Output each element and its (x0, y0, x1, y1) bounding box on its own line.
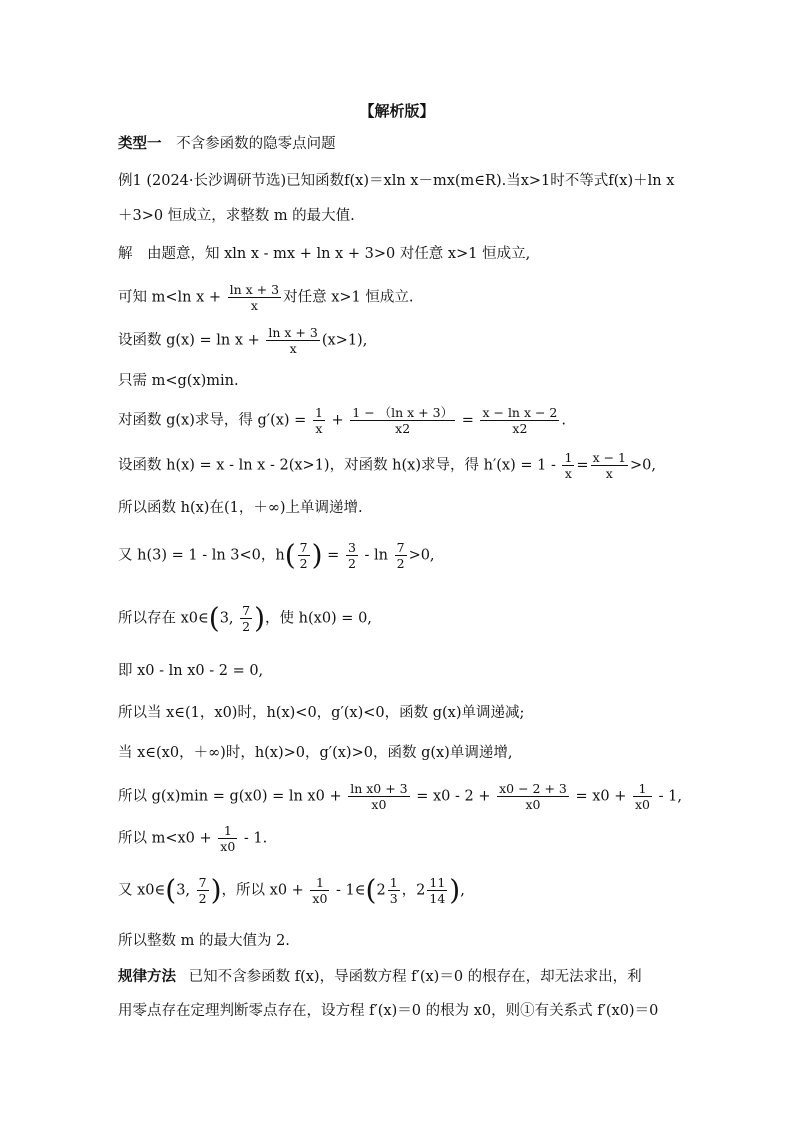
fraction (240, 603, 252, 634)
fraction (228, 282, 281, 313)
denominator: 2 (299, 556, 308, 571)
denominator: x2 (395, 421, 411, 436)
fraction (388, 875, 400, 906)
text: 又 h(3) = 1 - ln 3<0，h (118, 547, 285, 564)
method-label: 规律方法 (118, 969, 176, 985)
fraction (346, 540, 358, 571)
solution-line-15 (118, 875, 674, 906)
solution-line-9 (118, 603, 674, 634)
solution-line-5: 对函数 g(x)求导，得 g′(x) = $\frac{1}{x}$ + $\frac{\text{1 − （ln x + 3）}}{x2}$ = $\frac{\text{x − ln x − 2}}{x2}$ . (118, 405, 566, 436)
numerator: 1 (314, 405, 323, 420)
numerator: 7 (396, 540, 405, 555)
denominator: 14 (429, 891, 446, 906)
numerator: 7 (198, 875, 207, 890)
method-text: 已知不含参函数 f(x)，导函数方程 f′(x)＝0 的根存在，却无法求出，利 (188, 969, 642, 985)
denominator: x0 (525, 797, 541, 812)
text: , (460, 882, 465, 899)
text: - 1. (243, 830, 268, 847)
fraction (480, 405, 559, 436)
text: ，2 (401, 882, 426, 899)
text: 所以存在 x0∈ (118, 610, 209, 627)
solution-line-10: 即 x0 - ln x0 - 2 = 0, (118, 663, 264, 679)
denominator: 2 (242, 619, 251, 634)
fraction (497, 781, 569, 812)
numerator: ln x + 3 (229, 282, 280, 297)
denominator: x (250, 298, 258, 313)
solution-line-13 (118, 781, 682, 812)
numerator: 3 (347, 540, 356, 555)
denominator: x0 (312, 891, 328, 906)
solution-line-14 (118, 823, 674, 854)
numerator: x − 1 (592, 450, 627, 465)
text: - 1, (658, 788, 682, 805)
section-label: 类型一 (118, 136, 162, 152)
fraction (348, 781, 409, 812)
text: 2 (376, 882, 386, 899)
text: 可知 m<ln x + (118, 289, 222, 306)
text: 又 x0∈ (118, 882, 166, 899)
example-line-1: 例1 (2024·长沙调研节选)已知函数f(x)＝xln x－mx(m∈R).当x>1时不等式f(x)＋ln x (118, 173, 675, 189)
numerator: 7 (299, 540, 308, 555)
denominator: 2 (198, 891, 207, 906)
denominator: x (315, 421, 323, 436)
denominator: x (605, 466, 613, 481)
solution-line-6: 设函数 h(x) = x - ln x - 2(x>1)，对函数 h(x)求导，得 h′(x) = 1 - $\frac{1}{x}$ = $\frac{x - 1}{x}$ >0, (118, 450, 656, 481)
denominator: x0 (220, 839, 236, 854)
fraction (395, 540, 407, 571)
numerator: ln x + 3 (268, 325, 318, 340)
text: = x0 - 2 + (416, 788, 491, 805)
text: >0, (408, 547, 435, 564)
denominator: x0 (371, 797, 387, 812)
text: 对任意 x>1 恒成立. (283, 289, 414, 306)
denominator: x2 (512, 421, 528, 436)
method-line-2: 用零点存在定理判断零点存在，设方程 f′(x)＝0 的根为 x0，则①有关系式 f′(x0)＝0 (118, 1003, 659, 1019)
paren: ) (449, 873, 461, 907)
fraction (562, 450, 574, 481)
numerator: 1 (633, 781, 652, 797)
text: 所以 m<x0 + (118, 830, 212, 847)
paren: ( (365, 873, 377, 907)
text: 对函数 g(x)求导，得 g′(x) = (118, 412, 307, 429)
text: >0, (630, 457, 656, 474)
solution-line-1: 解 由题意，知 xln x - mx + ln x + 3>0 对任意 x>1 恒成立, (118, 246, 531, 262)
example-line-2: ＋3>0 恒成立，求整数 m 的最大值. (118, 208, 355, 224)
fraction (310, 875, 329, 906)
fraction (633, 781, 652, 812)
text: 设函数 g(x) = ln x + (118, 332, 260, 349)
fraction (591, 450, 628, 481)
solution-line-8: 又 h(3) = 1 - ln 3<0，h( $\frac{7}{2}$ ) = $\frac{3}{2}$ - ln $\frac{7}{2}$ >0, (118, 538, 435, 572)
section-heading (118, 133, 674, 155)
paren: ) (254, 601, 266, 635)
solution-line-3 (118, 325, 674, 356)
numerator: 1 (389, 875, 398, 890)
text: 3, (176, 882, 191, 899)
paren: ) (311, 538, 323, 572)
fraction (313, 405, 325, 436)
denominator: x (564, 466, 572, 481)
page-title: 【解析版】 (359, 102, 435, 120)
numerator: ln x0 + 3 (350, 781, 408, 796)
paren: ) (210, 873, 222, 907)
paren: ( (284, 538, 296, 572)
denominator: x (289, 341, 297, 356)
section-text: 不含参函数的隐零点问题 (176, 136, 336, 152)
text: 所以 g(x)min = g(x0) = ln x0 + (118, 788, 342, 805)
paren: ( (165, 873, 177, 907)
numerator: 7 (242, 603, 251, 618)
solution-line-2 (118, 282, 674, 313)
numerator: 1 − （ln x + 3） (352, 405, 454, 420)
fraction (350, 405, 455, 436)
paren: ( (208, 601, 220, 635)
denominator: 2 (347, 556, 356, 571)
fraction (197, 875, 209, 906)
fraction (298, 540, 310, 571)
solution-line-4: 只需 m<g(x)min. (118, 373, 239, 389)
text: ，使 h(x0) = 0, (265, 610, 372, 627)
text: - 1∈ (336, 882, 366, 899)
numerator: x0 − 2 + 3 (499, 781, 567, 796)
fraction (427, 875, 447, 906)
solution-line-16: 所以整数 m 的最大值为 2. (118, 933, 290, 949)
solution-line-7: 所以函数 h(x)在(1，＋∞)上单调递增. (118, 500, 363, 516)
numerator: x − ln x − 2 (482, 405, 558, 420)
text: (x>1), (321, 332, 368, 349)
denominator: 3 (389, 891, 398, 906)
numerator: 1 (218, 823, 237, 839)
text: 3, (219, 610, 234, 627)
solution-line-11: 所以当 x∈(1，x0)时，h(x)<0，g′(x)<0，函数 g(x)单调递减; (118, 705, 525, 721)
text: 设函数 h(x) = x - ln x - 2(x>1)，对函数 h(x)求导，得 h′(x) = 1 - (118, 457, 556, 474)
text: = x0 + (575, 788, 627, 805)
denominator: 2 (396, 556, 405, 571)
fraction (218, 823, 237, 854)
numerator: 11 (429, 875, 446, 890)
denominator: x0 (634, 797, 650, 812)
method-line-1 (118, 966, 674, 988)
text: ，所以 x0 + (221, 882, 304, 899)
solution-line-12: 当 x∈(x0，＋∞)时，h(x)>0，g′(x)>0，函数 g(x)单调递增, (118, 745, 513, 761)
text: - ln (364, 547, 388, 564)
fraction (266, 325, 319, 356)
numerator: 1 (564, 450, 573, 465)
numerator: 1 (310, 875, 329, 891)
